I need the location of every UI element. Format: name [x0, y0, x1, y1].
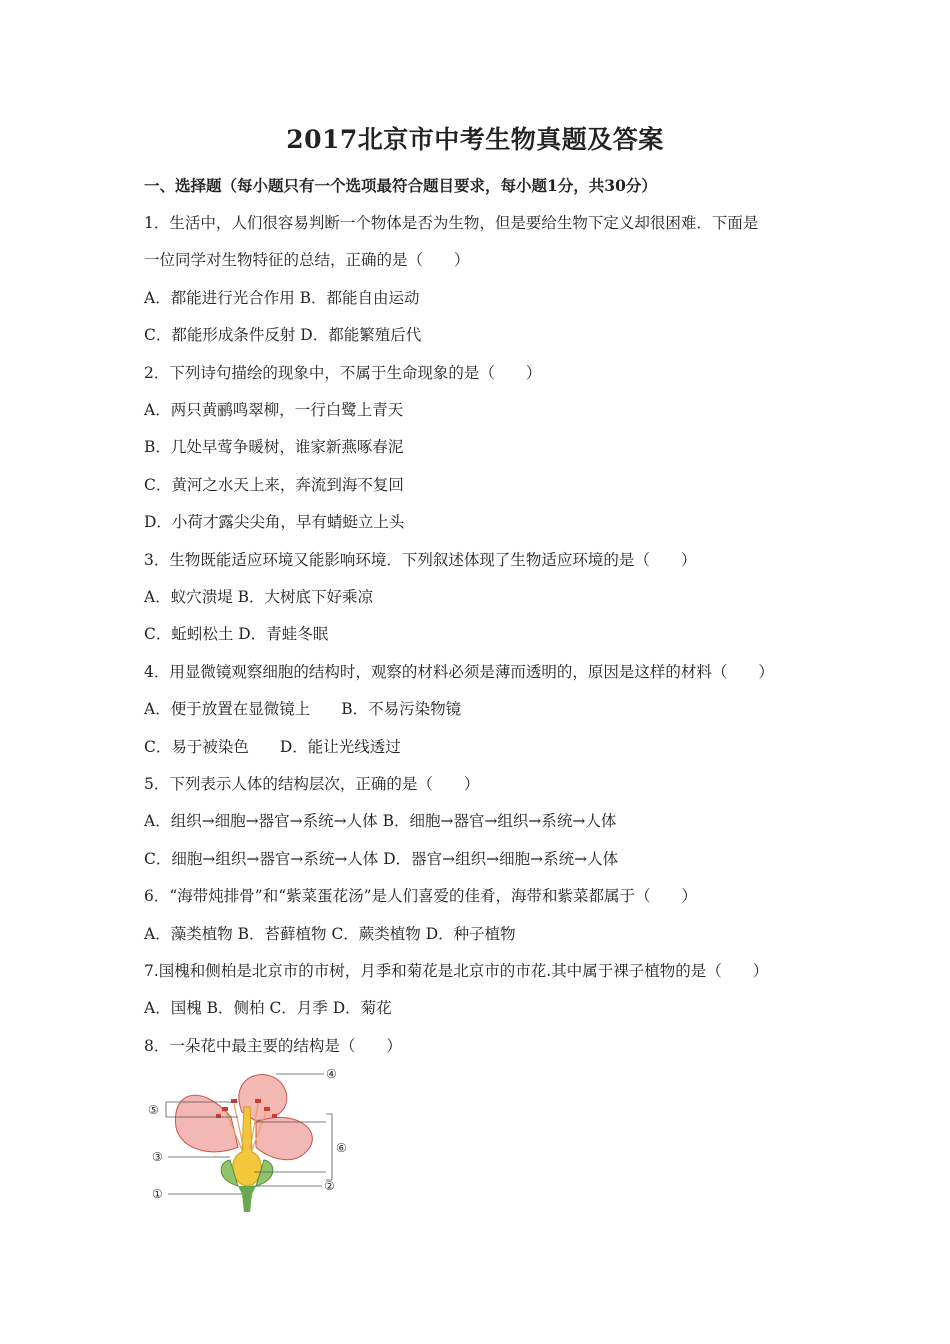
flower-petal	[256, 1117, 312, 1159]
section-heading: 一、选择题（每小题只有一个选项最符合题目要求，每小题1分，共30分）	[144, 176, 657, 195]
label-2: ②	[324, 1179, 335, 1193]
option-line: C．都能形成条件反射 D．都能繁殖后代	[144, 326, 422, 344]
option-line: C．蚯蚓松土 D．青蛙冬眠	[144, 625, 329, 643]
option-line: A．都能进行光合作用 B．都能自由运动	[144, 289, 420, 307]
flower-stem	[238, 1186, 256, 1212]
label-5: ⑤	[148, 1103, 159, 1117]
option-line: A．藻类植物 B．苔藓植物 C．蕨类植物 D．种子植物	[144, 925, 516, 943]
question-line: 3．生物既能适应环境又能影响环境．下列叙述体现了生物适应环境的是（ ）	[144, 551, 697, 569]
question-line: 4．用显微镜观察细胞的结构时，观察的材料必须是薄而透明的，原因是这样的材料（ ）	[144, 663, 774, 681]
option-line: A．两只黄鹂鸣翠柳，一行白鹭上青天	[144, 401, 404, 419]
page-title: 2017北京市中考生物真题及答案	[286, 125, 664, 154]
option-line: C．黄河之水天上来，奔流到海不复回	[144, 476, 404, 494]
flower-petal	[175, 1095, 238, 1152]
question-line: 7.国槐和侧柏是北京市的市树，月季和菊花是北京市的市花.其中属于裸子植物的是（ ）	[144, 962, 769, 980]
question-line: 2．下列诗句描绘的现象中，不属于生命现象的是（ ）	[144, 364, 542, 382]
question-line: 1．生活中，人们很容易判断一个物体是否为生物，但是要给生物下定义却很困难．下面是	[144, 214, 759, 232]
flower-structure-diagram	[146, 1062, 361, 1212]
option-line: A．蚁穴溃堤 B．大树底下好乘凉	[144, 588, 374, 606]
question-line: 6．“海带炖排骨”和“紫菜蛋花汤”是人们喜爱的佳肴，海带和紫菜都属于（ ）	[144, 887, 698, 905]
label-1: ①	[152, 1187, 163, 1201]
option-line: C．细胞→组织→器官→系统→人体 D．器官→组织→细胞→系统→人体	[144, 850, 619, 868]
label-6: ⑥	[336, 1141, 347, 1155]
option-line: A．便于放置在显微镜上 B．不易污染物镜	[144, 700, 462, 718]
option-line: A．组织→细胞→器官→系统→人体 B．细胞→器官→组织→系统→人体	[144, 812, 617, 830]
label-4: ④	[326, 1067, 337, 1081]
question-line: 一位同学对生物特征的总结，正确的是（ ）	[144, 251, 470, 269]
option-line: C．易于被染色 D．能让光线透过	[144, 738, 401, 756]
label-3: ③	[152, 1150, 163, 1164]
question-line: 8．一朵花中最主要的结构是（ ）	[144, 1037, 402, 1055]
question-line: 5．下列表示人体的结构层次，正确的是（ ）	[144, 775, 480, 793]
option-line: D．小荷才露尖尖角，早有蜻蜓立上头	[144, 513, 405, 531]
option-line: B．几处早莺争暖树，谁家新燕啄春泥	[144, 438, 404, 456]
option-line: A．国槐 B．侧柏 C．月季 D．菊花	[144, 999, 392, 1017]
